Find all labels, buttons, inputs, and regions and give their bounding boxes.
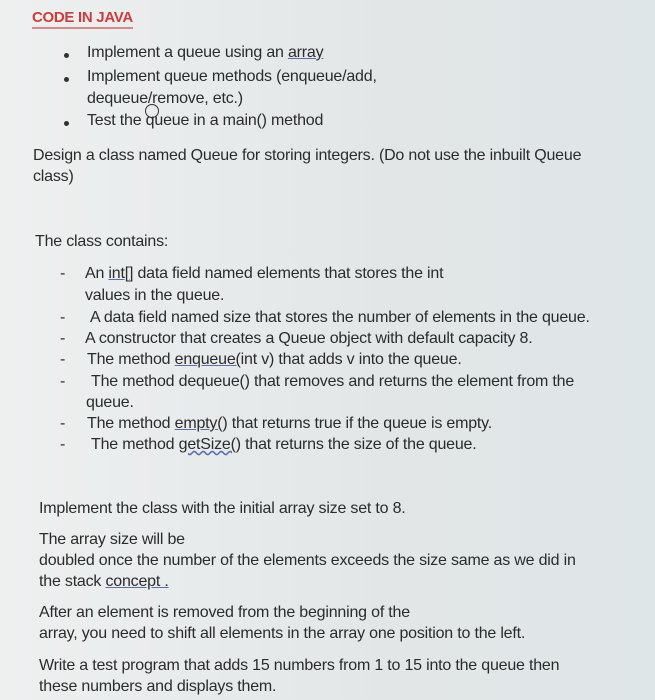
paragraph: The array size will be xyxy=(39,531,185,548)
array-link[interactable]: array xyxy=(287,44,324,61)
bullet-item xyxy=(87,43,323,63)
text: ) that returns true if the queue is empty. xyxy=(222,415,493,432)
bullet-item: Implement queue methods (enqueue/add, xyxy=(87,68,377,85)
bullet-item-cont: dequeue/remove, etc.) xyxy=(87,90,243,107)
text: data field named elements that stores the int xyxy=(133,265,444,282)
concept-link[interactable]: concept . xyxy=(105,573,169,590)
text: ) that returns the size of the queue. xyxy=(235,436,477,453)
text: The method xyxy=(87,415,175,432)
dash-marker: - xyxy=(60,436,66,453)
paragraph xyxy=(39,572,169,592)
enqueue-link[interactable]: enqueue( xyxy=(174,351,241,368)
dash-marker: - xyxy=(60,265,66,282)
list-item-cont: values in the queue. xyxy=(85,287,225,304)
bullet-icon xyxy=(64,53,69,58)
paragraph: doubled once the number of the elements exceeds the size same as we did in xyxy=(39,552,576,569)
text: The method xyxy=(91,436,179,453)
list-item: A constructor that creates a Queue object with default capacity 8. xyxy=(85,330,533,347)
text: An xyxy=(85,265,109,282)
list-item xyxy=(85,264,443,284)
text: int v) that adds v into the queue. xyxy=(240,351,462,368)
list-item xyxy=(91,435,477,455)
dash-marker: - xyxy=(60,373,66,390)
list-item-cont: queue. xyxy=(86,394,134,411)
design-text: Design a class named Queue for storing integers. (Do not use the inbuilt Queue xyxy=(33,147,582,164)
contains-heading: The class contains: xyxy=(35,233,169,250)
list-item: The method dequeue() that removes and returns the element from the xyxy=(91,373,575,390)
dash-marker: - xyxy=(60,330,66,347)
text: The method xyxy=(87,351,175,368)
list-item: A data field named size that stores the number of elements in the queue. xyxy=(90,309,590,326)
mouse-cursor-icon xyxy=(145,104,159,118)
paragraph: After an element is removed from the beginning of the xyxy=(39,604,410,621)
list-item xyxy=(87,414,492,434)
paragraph: these numbers and displays them. xyxy=(39,678,277,695)
empty-link[interactable]: empty( xyxy=(174,415,223,432)
bullet-icon xyxy=(64,77,69,82)
dash-marker: - xyxy=(60,351,66,368)
dash-marker: - xyxy=(60,415,66,432)
document-title: CODE IN JAVA xyxy=(32,9,133,29)
getsize-link[interactable]: getSize( xyxy=(178,436,236,453)
list-item xyxy=(87,350,462,370)
design-text: class) xyxy=(33,168,74,185)
paragraph: Implement the class with the initial array size set to 8. xyxy=(39,500,406,517)
text: Implement a queue using an xyxy=(87,44,288,61)
int-link[interactable]: int[] xyxy=(108,265,134,282)
bullet-item: Test the queue in a main() method xyxy=(87,112,324,129)
paragraph: array, you need to shift all elements in the array one position to the left. xyxy=(39,625,526,642)
paragraph: Write a test program that adds 15 numbers from 1 to 15 into the queue then xyxy=(39,657,560,674)
bullet-icon xyxy=(64,121,69,126)
text: the stack xyxy=(39,573,106,590)
dash-marker: - xyxy=(60,309,66,326)
